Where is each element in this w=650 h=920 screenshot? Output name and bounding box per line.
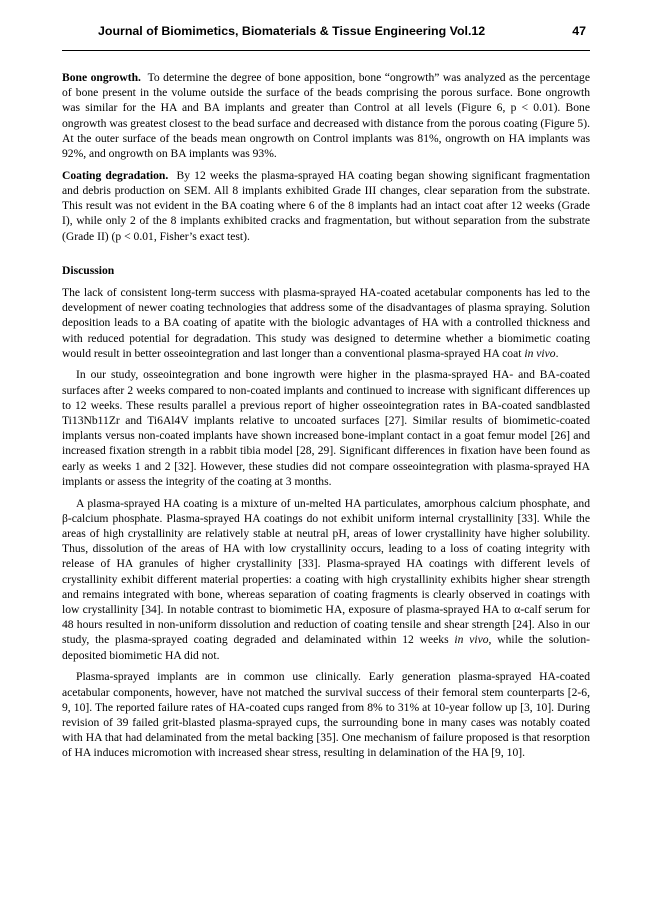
journal-title: Journal of Biomimetics, Biomaterials & Tissue Engineering Vol.12 (98, 24, 486, 38)
discussion-paragraph-3 (62, 496, 590, 663)
page-number: 47 (572, 24, 586, 38)
italic-text: in vivo (454, 633, 489, 647)
run-in-heading-bone-ongrowth: Bone ongrowth. (62, 71, 141, 84)
paragraph-end: , while the solution-deposited biomimetic HA did not. (62, 633, 590, 662)
run-in-heading-coating-degradation: Coating degradation. (62, 168, 169, 182)
paragraph-text: By 12 weeks the plasma-sprayed HA coating began showing significant fragmentation and debris production on SEM. All 8 implants exhibited Grade III changes, clear separation from the substrate. This result was not evident in the BA coating where 6 of the 8 implants had an intact coat after 12 weeks (Grade I), while only 2 of the 8 implants exhibited cracks and fragmentation, but without separation from the substrate (Grade II) (p < 0.01, Fisher’s exact test). (62, 168, 590, 243)
article-body (62, 70, 590, 767)
running-header (62, 22, 590, 51)
paragraph-bone-ongrowth (62, 70, 590, 161)
italic-text: in vivo (524, 346, 556, 360)
paragraph-text: A plasma-sprayed HA coating is a mixture of un-melted HA particulates, amorphous calcium phosphate, and β-calcium phosphate. Plasma-sprayed HA coatings do not exhibit uniform internal crystallinity [33]. While the areas of high crystallinity are relatively stable at neutral pH, areas of lower crystallinity have higher solubility. Thus, dissolution of the areas of HA with low crystallinity occurs, leading to a loss of coating integrity with release of HA granules of higher crystallinity [33]. Plasma-sprayed HA coatings with different levels of crystallinity exhibit different material properties: a coating with high crystallinity exhibits higher shear strength and remains integrated with bone, whereas separation of coating fragments is clearly observed in coatings with low crystallinity [34]. In notable contrast to biomimetic HA, exposure of plasma-sprayed HA to α-calf serum for 48 hours resulted in non-uniform dissolution and reduction of coating tensile and shear strength [24]. Also in our study, the plasma-sprayed coating degraded and delaminated within 12 weeks (62, 496, 590, 647)
paragraph-text: To determine the degree of bone apposition, bone “ongrowth” was analyzed as the percentage of bone present in the volume outside the surface of the beads comprising the porous surface. Bone ongrowth was similar for the HA and BA implants and greater than Control at all levels (Figure 6, p < 0.01). Bone ongrowth was greatest closest to the bead surface and decreased with distance from the porous coating (Figure 5). At the outer surface of the beads mean ongrowth on Control implants was 81%, ongrowth on HA implants was 92%, and ongrowth on BA implants was 93%. (62, 71, 590, 161)
paragraph-end: . (555, 346, 559, 360)
paragraph-coating-degradation (62, 168, 590, 244)
discussion-paragraph-4: Plasma-sprayed implants are in common use clinically. Early generation plasma-sprayed HA-coated acetabular components, however, have not matched the survival success of their femoral stem counterparts [2-6, 9, 10]. The reported failure rates of HA-coated cups ranged from 8% to 31% at 10-year follow up [3, 10]. During revision of 39 failed grit-blasted plasma-sprayed cups, the surrounding bone in many cases was notably coated with HA that had delaminated from the metal backing [35]. One mechanism of failure proposed is that resorption of HA induces micromotion with increased shear stress, resulting in delamination of the HA [9, 10]. (62, 670, 590, 760)
discussion-paragraph-1 (62, 285, 590, 361)
discussion-paragraph-2: In our study, osseointegration and bone ingrowth were higher in the plasma-sprayed HA- and BA-coated surfaces after 2 weeks compared to non-coated implants and continued to increase with significant differences up to 12 weeks. These results parallel a previous report of higher osseointegration rates in BA-coated sandblasted Ti13Nb11Zr and Ti6Al4V implants relative to uncoated surfaces [27]. Similar results of biomimetic-coated implants versus non-coated implants have shown increased bone-implant contact in a goat femur model [26] and increased fixation strength in a rabbit tibia model [28, 29]. Significant differences in fixation have been found as early as weeks 1 and 2 [32]. However, these studies did not compare osseointegration with plasma-sprayed HA implants or assess the integrity of the coating at 3 months. (62, 368, 590, 488)
paragraph-text: The lack of consistent long-term success with plasma-sprayed HA-coated acetabular components has led to the development of newer coating technologies that address some of the disadvantages of plasma spraying. Solution deposition leads to a BA coating of apatite with the biologic advantages of HA with a controlled thickness and with reduced potential for degradation. This study was designed to determine whether a biomimetic coating would result in better osseointegration and last longer than a conventional plasma-sprayed HA coat (62, 285, 590, 360)
section-heading-discussion: Discussion (62, 263, 115, 277)
